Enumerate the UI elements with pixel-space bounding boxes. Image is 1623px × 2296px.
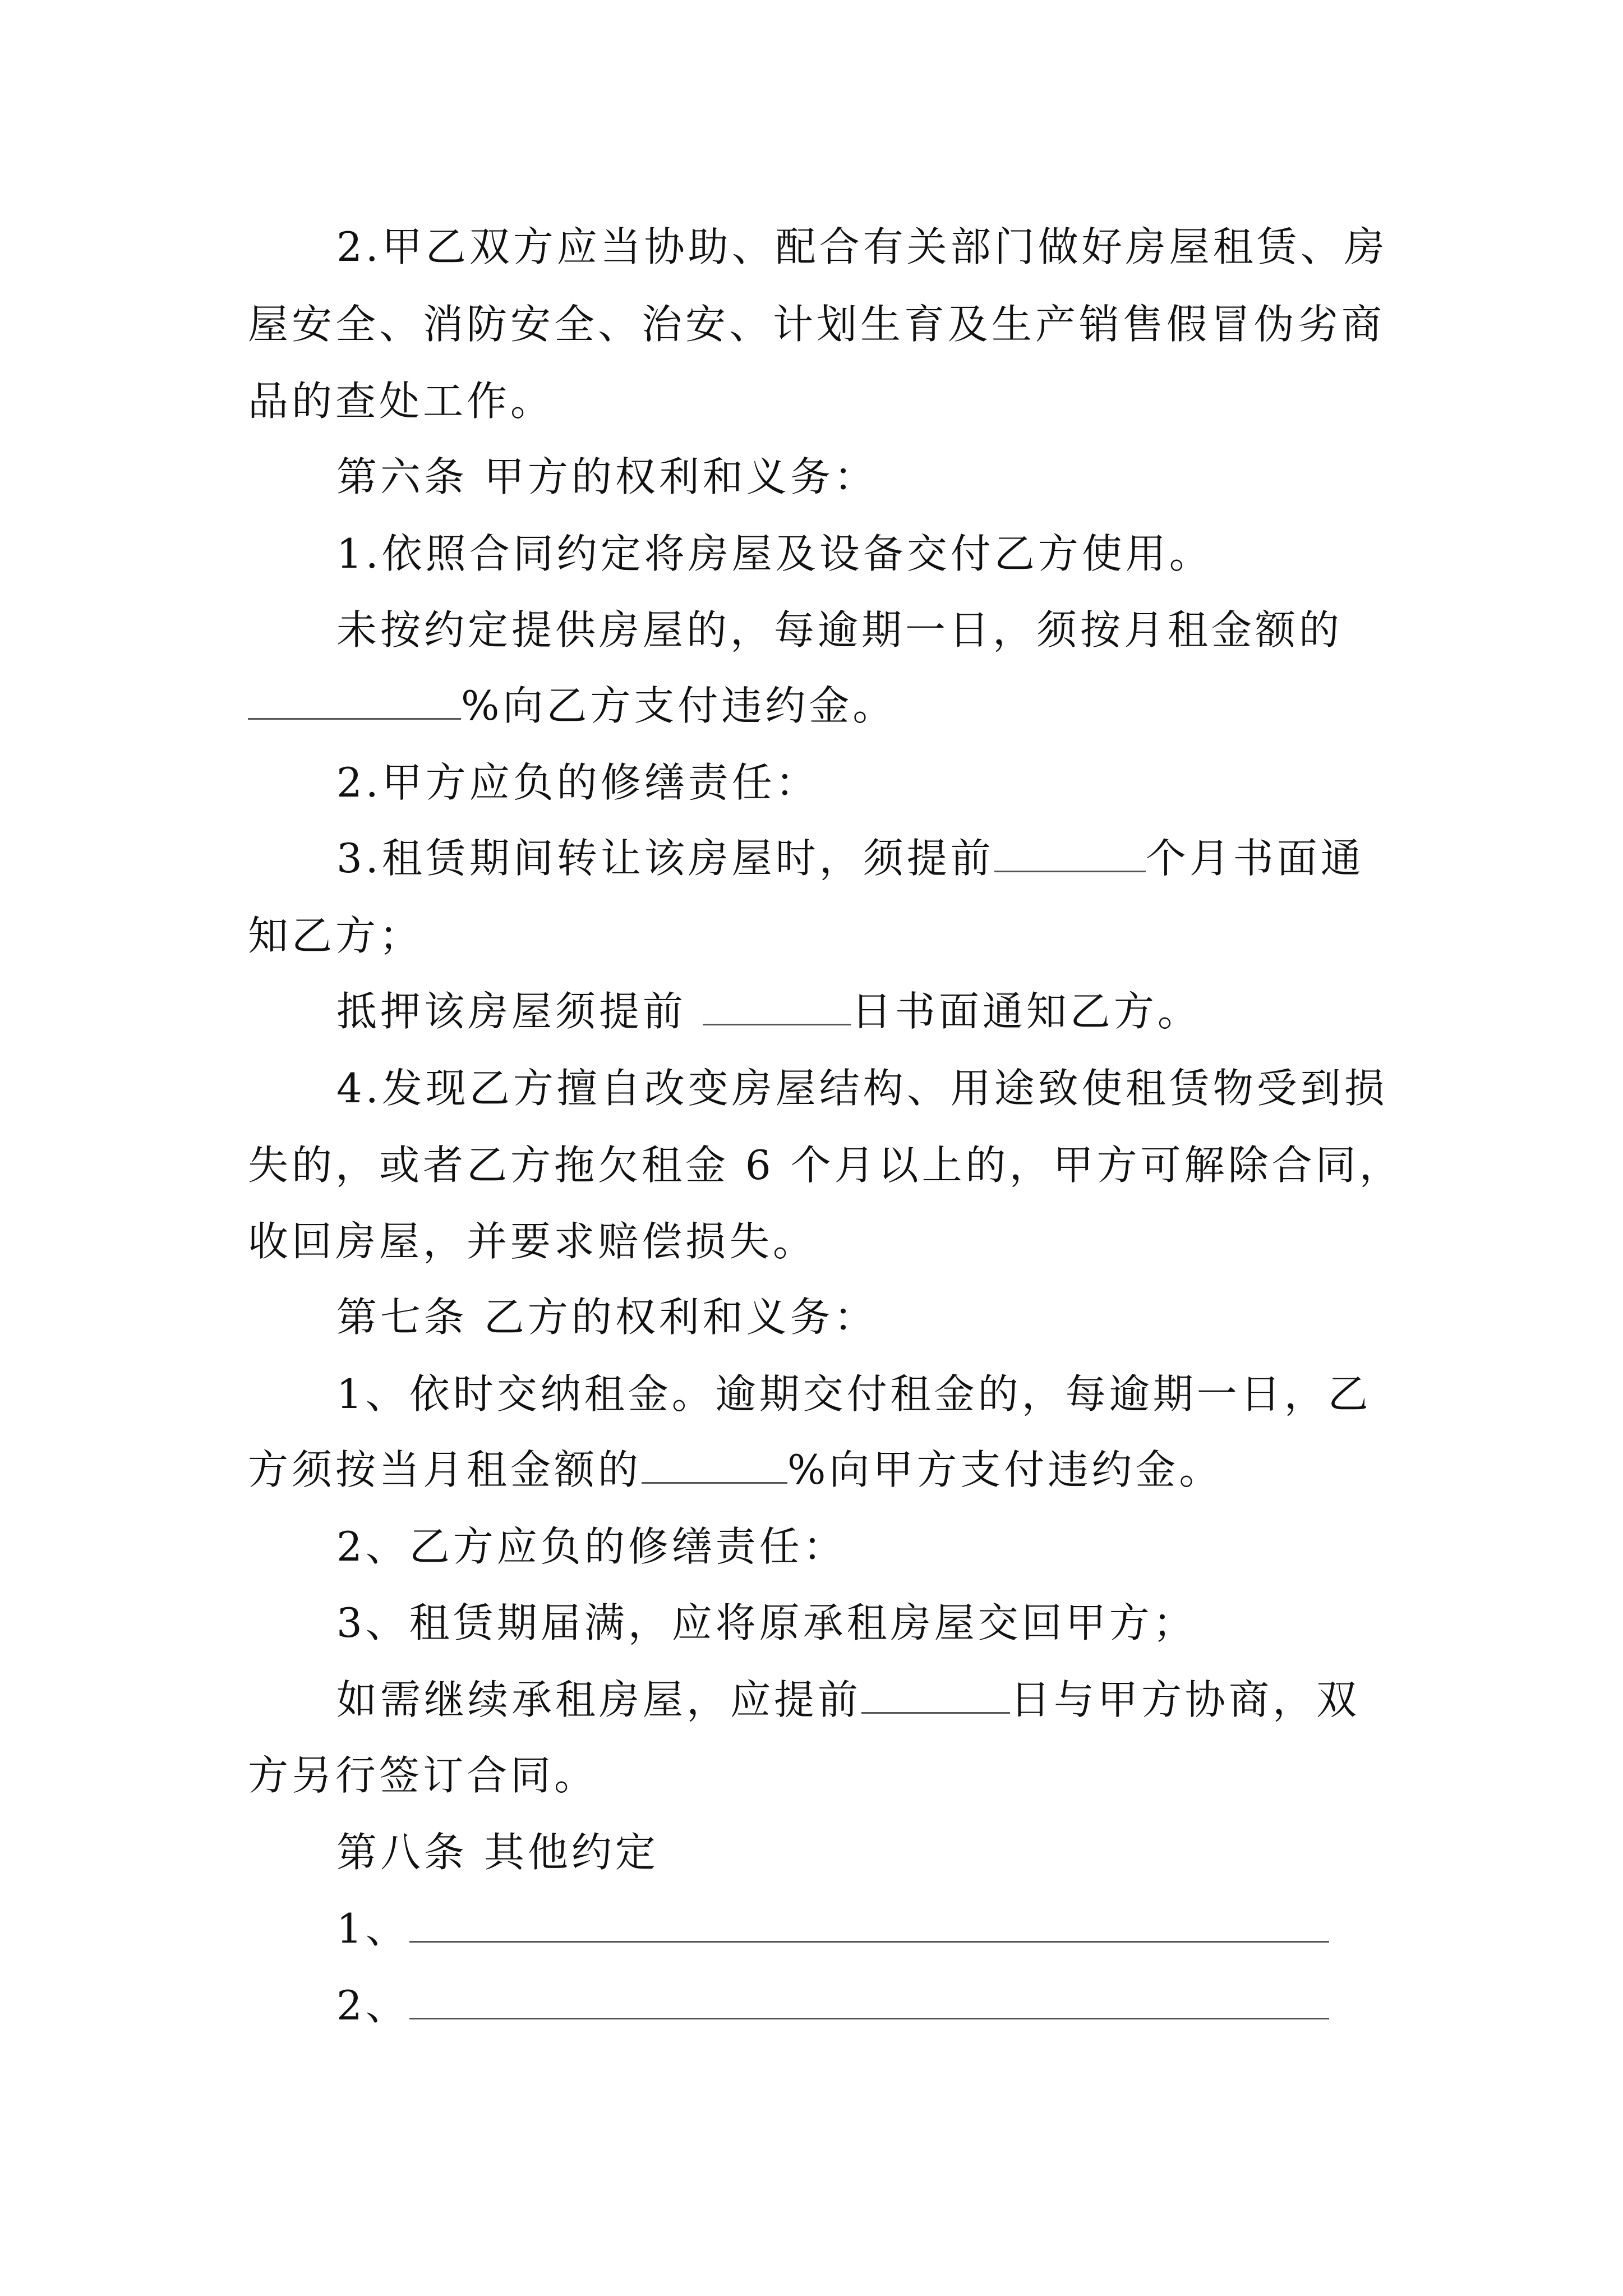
clause-7-1-text-before: 方须按当月租金额的 bbox=[248, 1446, 642, 1493]
clause-7-1-line-2 bbox=[248, 1442, 1223, 1498]
penalty-rate-text: %向乙方支付违约金。 bbox=[461, 682, 897, 729]
mortgage-notice-line bbox=[336, 983, 1201, 1039]
clause-6-1: 1.依照合同约定将房屋及设备交付乙方使用。 bbox=[336, 530, 1213, 577]
article-8-heading: 第八条 其他约定 bbox=[336, 1829, 659, 1876]
penalty-rate-blank[interactable] bbox=[248, 682, 461, 720]
renewal-notice-days-blank[interactable] bbox=[861, 1676, 1010, 1714]
clause-6-2: 2.甲方应负的修缮责任： bbox=[336, 759, 819, 806]
late-rent-rate-blank[interactable] bbox=[642, 1446, 787, 1484]
clause-6-4-line-3: 收回房屋，并要求赔偿损失。 bbox=[248, 1218, 817, 1265]
renewal-line-1 bbox=[336, 1672, 1360, 1728]
clause-7-3: 3、租赁期届满，应将原承租房屋交回甲方； bbox=[336, 1599, 1197, 1646]
clause-5-2-line-3: 品的查处工作。 bbox=[248, 378, 555, 425]
clause-6-3-line-1 bbox=[336, 830, 1364, 886]
mortgage-text-before: 抵押该房屋须提前 bbox=[336, 988, 703, 1035]
other-agreement-1 bbox=[336, 1901, 1329, 1957]
clause-6-4-line-1: 4.发现乙方擅自改变房屋结构、用途致使租赁物受到损 bbox=[336, 1065, 1388, 1112]
mortgage-notice-days-blank[interactable] bbox=[703, 988, 851, 1025]
clause-5-2-line-1: 2.甲乙双方应当协助、配合有关部门做好房屋租赁、房 bbox=[336, 223, 1388, 270]
clause-6-1-penalty-line-2 bbox=[248, 678, 896, 734]
clause-7-2: 2、乙方应负的修缮责任： bbox=[336, 1523, 847, 1570]
renewal-text-after: 日与甲方协商，双 bbox=[1010, 1676, 1361, 1723]
clause-6-3-text-after: 个月书面通 bbox=[1145, 835, 1364, 882]
article-7-heading: 第七条 乙方的权利和义务： bbox=[336, 1294, 878, 1341]
other-agreement-2-blank[interactable] bbox=[409, 1982, 1329, 2019]
other-agreement-1-blank[interactable] bbox=[409, 1905, 1329, 1943]
mortgage-text-after: 日书面通知乙方。 bbox=[851, 988, 1201, 1035]
renewal-line-2: 方另行签订合同。 bbox=[248, 1752, 598, 1799]
article-6-heading: 第六条 甲方的权利和义务： bbox=[336, 453, 878, 500]
clause-7-1-line-1: 1、依时交纳租金。逾期交付租金的，每逾期一日，乙 bbox=[336, 1370, 1372, 1418]
clause-6-3-text-before: 3.租赁期间转让该房屋时，须提前 bbox=[336, 835, 994, 882]
clause-6-3-line-2: 知乙方； bbox=[248, 912, 423, 959]
clause-6-1-penalty-line-1: 未按约定提供房屋的，每逾期一日，须按月租金额的 bbox=[336, 606, 1343, 654]
other-agreement-2-label: 2、 bbox=[336, 1982, 409, 2029]
transfer-notice-months-blank[interactable] bbox=[994, 835, 1146, 872]
other-agreement-1-label: 1、 bbox=[336, 1905, 409, 1952]
renewal-text-before: 如需继续承租房屋，应提前 bbox=[336, 1676, 862, 1723]
clause-7-1-text-after: %向甲方支付违约金。 bbox=[787, 1446, 1223, 1493]
clause-5-2-line-2: 屋安全、消防安全、治安、计划生育及生产销售假冒伪劣商 bbox=[248, 301, 1386, 348]
clause-6-4-line-2: 失的，或者乙方拖欠租金 6 个月以上的，甲方可解除合同， bbox=[248, 1142, 1403, 1189]
other-agreement-2 bbox=[336, 1977, 1329, 2033]
